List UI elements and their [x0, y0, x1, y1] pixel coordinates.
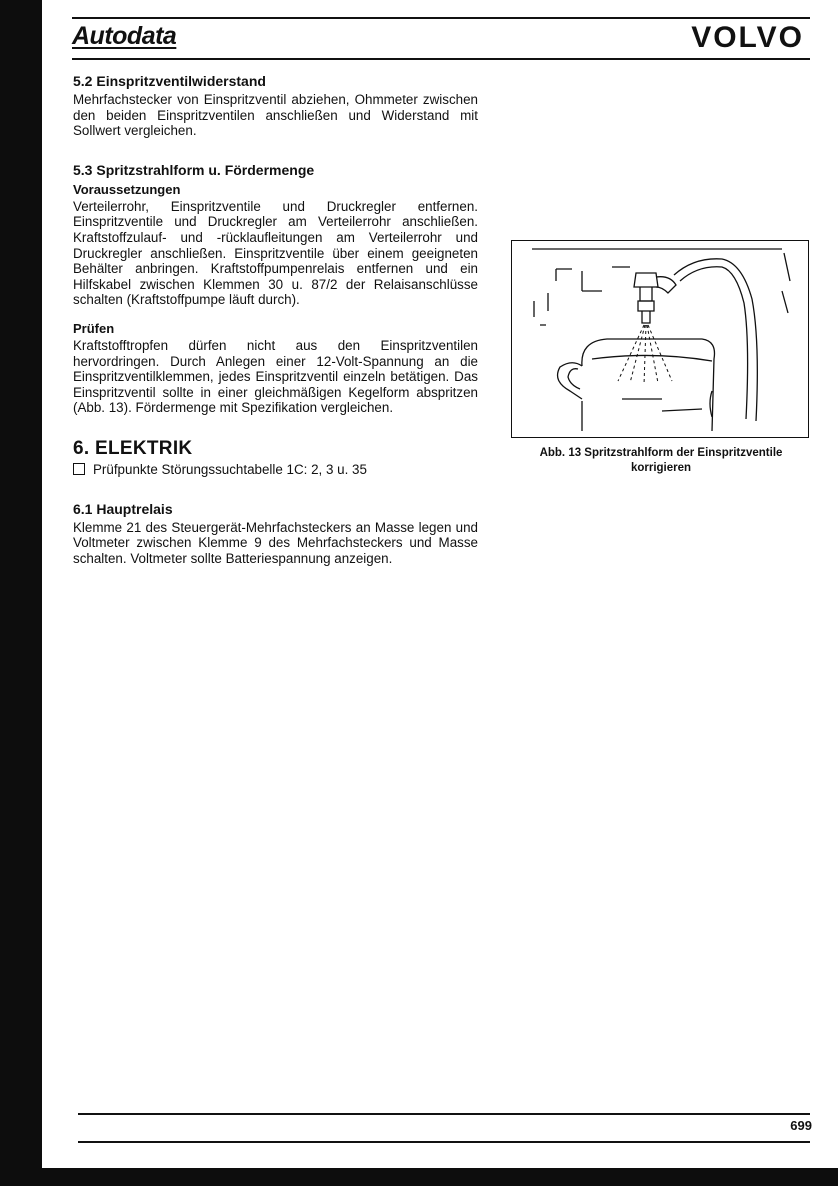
section-text-pruefen: Kraftstofftropfen dürfen nicht aus den Einspritzventilen hervordringen. Durch Anlegen einer 12-Volt-Spannung an die Einspritzventilklemmen, jedes Einspritzventil einzeln betätigen. Das Einspritzventil sollte in einer gleichmäßigen Kegelform abspritzen (Abb. 13). Fördermenge mit Spezifikation vergleichen.: [73, 337, 478, 416]
checklist-text: Prüfpunkte Störungssuchtabelle 1C: 2, 3 u. 35: [93, 461, 367, 477]
page-number: 699: [790, 1118, 812, 1133]
section-heading-5-2: 5.2 Einspritzventilwiderstand: [73, 73, 266, 89]
main-content: [73, 72, 478, 566]
footer-rule-bottom: [78, 1141, 810, 1143]
section-heading-5-3: 5.3 Spritzstrahlform u. Fördermenge: [73, 161, 315, 178]
top-rule: [72, 17, 810, 19]
section-text-5-2: Mehrfachstecker von Einspritzventil abziehen, Ohmmeter zwischen den beiden Einspritzventilen anschließen und Widerstand mit Sollwert vergleichen.: [73, 92, 478, 139]
bottom-bar: [0, 1168, 838, 1186]
vehicle-make: VOLVO: [691, 21, 804, 54]
figure-caption: Abb. 13 Spritzstrahlform der Einspritzventile korrigieren: [539, 447, 783, 474]
checklist-item: [73, 462, 478, 478]
subheading-voraussetzungen: Voraussetzungen: [73, 181, 181, 197]
section-text-6-1: Klemme 21 des Steuergerät-Mehrfachsteckers an Masse legen und Voltmeter zwischen Klemme 9 des Mehrfachsteckers und Masse schalten. Voltmeter sollte Batteriespannung anzeigen.: [73, 519, 478, 566]
subheading-pruefen: Prüfen: [73, 320, 115, 336]
checkbox-icon: [73, 463, 85, 475]
footer-rule-top: [78, 1113, 810, 1115]
brand-logo: Autodata: [72, 22, 177, 50]
injector-spray-icon: [512, 241, 807, 436]
section-heading-6: 6. ELEKTRIK: [73, 437, 193, 459]
section-heading-6-1: 6.1 Hauptrelais: [73, 500, 173, 517]
figure-13: [511, 240, 809, 438]
section-text-voraussetzungen: Verteilerrohr, Einspritzventile und Druckregler entfernen. Einspritzventile und Druckregler am Verteilerrohr anschließen. Kraftstoffzulauf- und -rücklaufleitungen am Verteilerrohr und Druckregler anschließen. Einspritzventile über einem geeigneten Behälter anbringen. Kraftstoffpumpenrelais entfernen und ein Hilfskabel zwischen Klemmen 30 u. 87/2 der Relaisanschlüsse schalten (Kraftstoffpumpe läuft durch).: [73, 198, 478, 308]
left-binding-bar: [0, 0, 42, 1186]
header-rule: [72, 58, 810, 60]
